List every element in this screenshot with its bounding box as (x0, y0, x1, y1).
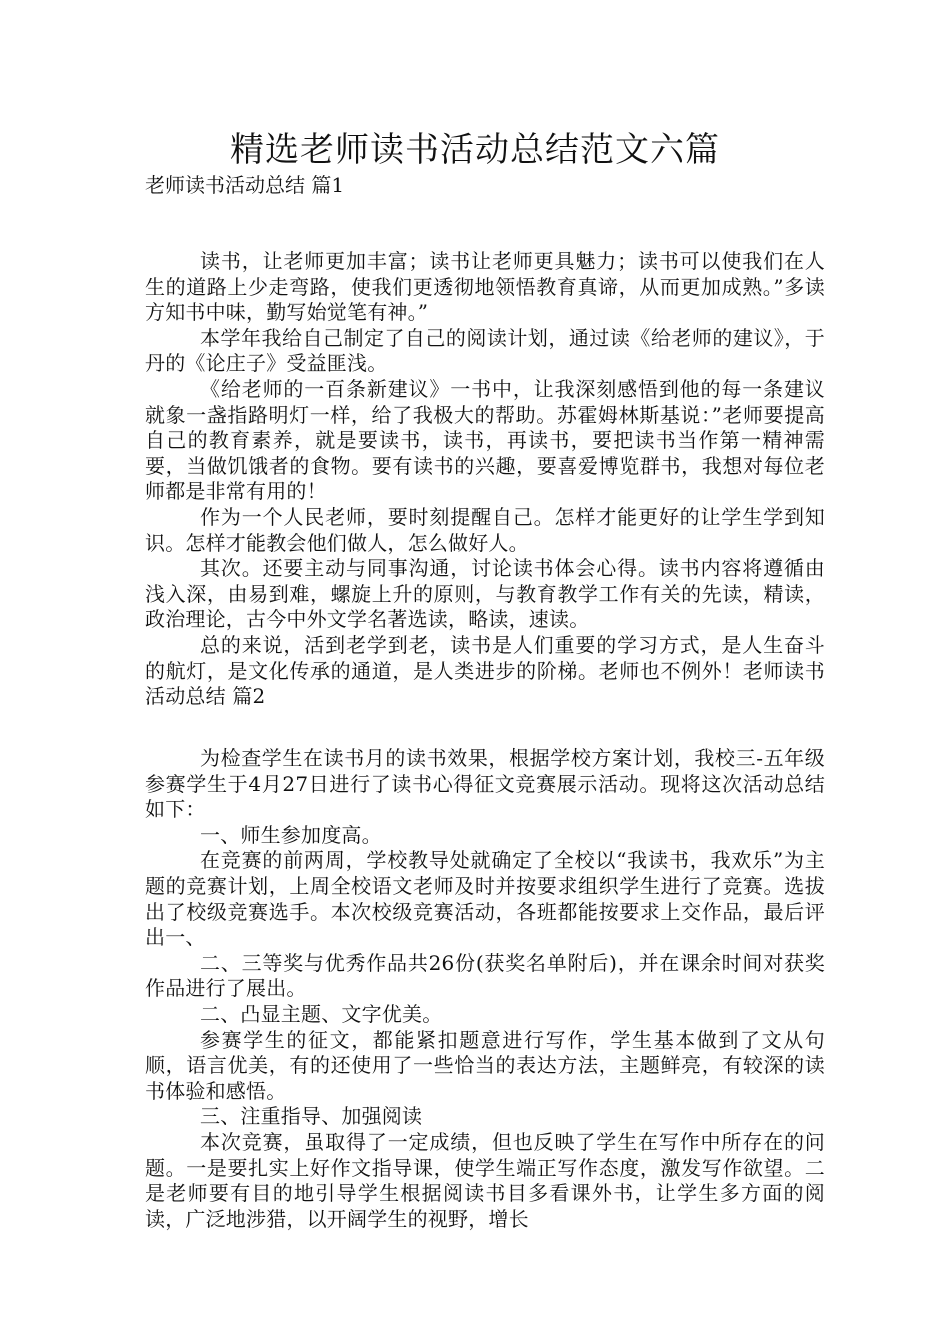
paragraph: 为检查学生在读书月的读书效果，根据学校方案计划，我校三-五年级参赛学生于4月27日进行了读书心得征文竞赛展示活动。现将这次活动总结如下： (145, 746, 825, 822)
paragraph: 读书，让老师更加丰富；读书让老师更具魅力；读书可以使我们在人生的道路上少走弯路，使我们更透彻地领悟教育真谛，从而更加成熟。”多读方知书中味，勤写始觉笔有神。” (145, 249, 825, 325)
paragraph: 作为一个人民老师，要时刻提醒自己。怎样才能更好的让学生学到知识。怎样才能教会他们做人，怎么做好人。 (145, 504, 825, 555)
paragraph: 在竞赛的前两周，学校教导处就确定了全校以“我读书，我欢乐”为主题的竞赛计划，上周全校语文老师及时并按要求组织学生进行了竞赛。选拔出了校级竞赛选手。本次校级竞赛活动，各班都能按要求上交作品，最后评出一、 (145, 848, 825, 950)
section-1-body (145, 249, 825, 710)
section-2-body (145, 746, 825, 1232)
paragraph: 总的来说，活到老学到老，读书是人们重要的学习方式，是人生奋斗的航灯，是文化传承的通道，是人类进步的阶梯。老师也不例外！老师读书活动总结 篇2 (145, 632, 825, 709)
section-heading: 老师读书活动总结 篇1 (145, 173, 345, 197)
paragraph: 其次。还要主动与同事沟通，讨论读书体会心得。读书内容将遵循由浅入深，由易到难，螺旋上升的原则，与教育教学工作有关的先读，精读，政治理论，古今中外文学名著选读，略读，速读。 (145, 556, 825, 632)
paragraph: 一、师生参加度高。 (200, 822, 382, 847)
paragraph: 参赛学生的征文，都能紧扣题意进行写作，学生基本做到了文从句顺，语言优美，有的还使用了一些恰当的表达方法，主题鲜亮，有较深的读书体验和感悟。 (145, 1027, 825, 1103)
paragraph: 二、三等奖与优秀作品共26份(获奖名单附后)，并在课余时间对获奖作品进行了展出。 (145, 950, 825, 1001)
paragraph: 本次竞赛，虽取得了一定成绩，但也反映了学生在写作中所存在的问题。一是要扎实上好作文指导课，使学生端正写作态度，激发写作欲望。二是老师要有目的地引导学生根据阅读书目多看课外书，让学生多方面的阅读，广泛地涉猎，以开阔学生的视野，增长 (145, 1129, 825, 1231)
paragraph: 二、凸显主题、文字优美。 (200, 1001, 443, 1026)
document-title: 精选老师读书活动总结范文六篇 (230, 130, 720, 170)
paragraph: 本学年我给自己制定了自己的阅读计划，通过读《给老师的建议》，于丹的《论庄子》受益匪浅。 (145, 325, 825, 376)
paragraph: 《给老师的一百条新建议》一书中，让我深刻感悟到他的每一条建议就象一盏指路明灯一样，给了我极大的帮助。苏霍姆林斯基说：”老师要提高自己的教育素养，就是要读书，读书，再读书，要把读书当作第一精神需要，当做饥饿者的食物。要有读书的兴趣，要喜爱博览群书，我想对每位老师都是非常有用的！ (145, 376, 825, 504)
paragraph: 三、注重指导、加强阅读 (200, 1104, 423, 1129)
